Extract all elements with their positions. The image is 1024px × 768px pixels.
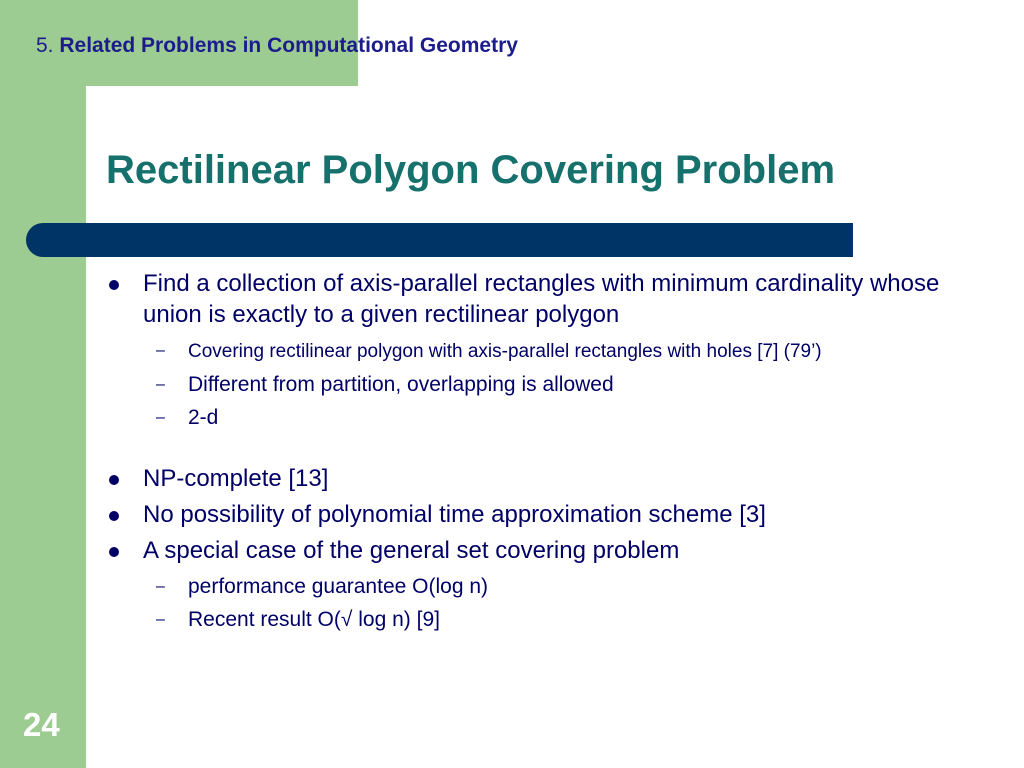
section-title: Related Problems in Computational Geometry [59,34,518,57]
bullet-list [106,268,996,632]
bullet-text: No possibility of polynomial time approximation scheme [3] [143,501,766,528]
page-number: 24 [23,706,60,743]
sub-bullet-text: Covering rectilinear polygon with axis-parallel rectangles with holes [7] (79’) [188,341,822,362]
bullet-dot-icon [109,547,119,557]
section-header [36,34,518,58]
dash-icon: – [156,342,165,359]
bullet-item [106,268,996,330]
dash-icon: – [156,376,165,393]
bullet-text: A special case of the general set covering problem [143,537,680,564]
sub-bullet-text: Different from partition, overlapping is allowed [188,373,614,396]
sub-bullet-item [106,338,996,364]
slide-title: Rectilinear Polygon Covering Problem [106,148,836,192]
sub-bullet-item [106,405,996,430]
title-underline-bar [26,223,853,257]
dash-icon: – [156,578,165,595]
bullet-item [106,499,996,530]
bullet-dot-icon [109,280,119,290]
left-green-band [0,0,86,768]
sub-bullet-text: 2-d [188,406,219,429]
sub-bullet-text: performance guarantee O(log n) [188,575,488,598]
dash-icon: – [156,409,165,426]
bullet-text: NP-complete [13] [143,465,329,492]
bullet-item [106,463,996,494]
sub-bullet-item [106,607,996,632]
dash-icon: – [156,611,165,628]
bullet-dot-icon [109,475,119,485]
sub-bullet-item [106,372,996,397]
section-number: 5. [36,34,54,57]
bullet-text: Find a collection of axis-parallel rectangles with minimum cardinality whose union is exactly to a given rectilinear polygon [143,270,940,328]
sub-bullet-item [106,574,996,599]
sub-bullet-text: Recent result O(√ log n) [9] [188,608,440,631]
bullet-dot-icon [109,511,119,521]
bullet-item [106,535,996,566]
